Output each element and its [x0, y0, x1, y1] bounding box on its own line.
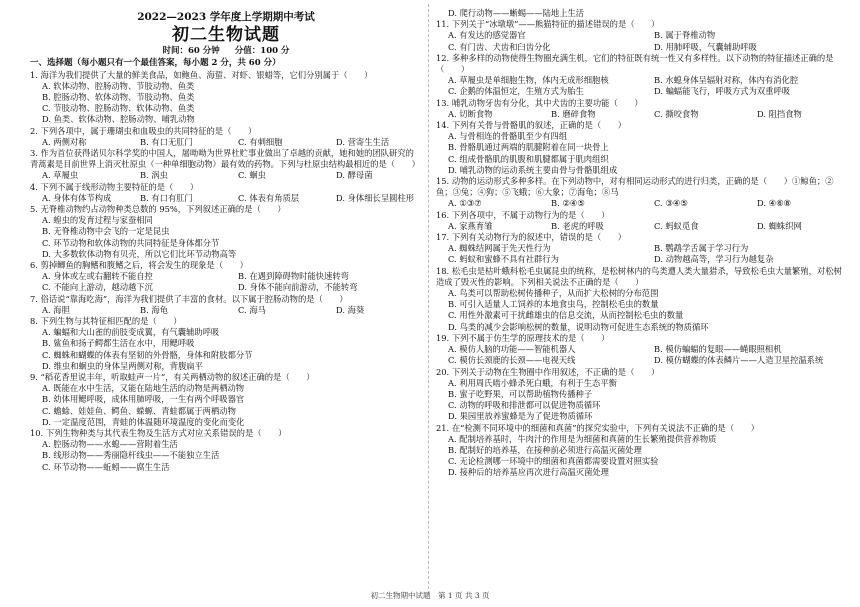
option-group: [436, 8, 848, 19]
question: [30, 204, 422, 260]
answer-option: C. 环节动物和软体动物的共同特征是身体都分节: [42, 237, 220, 248]
answer-option: B. 无脊椎动物中会飞的一定是昆虫: [42, 226, 170, 237]
score-label: 分值：100 分: [234, 46, 290, 56]
question-stem: 14. 下列有关骨与骨骼肌的叙述，正确的是（ ）: [436, 120, 627, 131]
right-column: [436, 8, 848, 479]
question: [30, 372, 422, 428]
answer-option: D. 身体细长呈圆柱形: [336, 192, 415, 203]
answer-option: D. 维虫和蛔虫的身体呈两侧对称，背腹扁平: [42, 360, 203, 371]
question: [30, 148, 422, 182]
question: [30, 126, 422, 148]
time-label: 时间：60 分钟: [162, 46, 220, 56]
section-title: 一、选择题（每小题只有一个最佳答案，每小题 2 分，共 60 分）: [30, 58, 281, 68]
option-group: [30, 271, 422, 293]
answer-option: A. 模仿人脑的功能——智能机器人: [448, 344, 576, 355]
answer-option: C. 不能向上游动，越动越下沉: [42, 282, 153, 293]
answer-option: B. 可引入适量人工饲养的本地食虫鸟，控制松毛虫的数量: [448, 299, 659, 310]
question-stem: 10. 下列生物种类与其代表生物及生活方式对应关系错误的是（ ）: [30, 428, 287, 438]
subject-title: 初二生物试题: [172, 25, 280, 45]
answer-option: B. 有口有肛门: [140, 192, 193, 203]
answer-option: A. 身体或左或右翻转不能自控: [42, 271, 153, 282]
question: [436, 176, 848, 210]
answer-option: B. 磨碎食物: [551, 108, 596, 119]
question-stem: 20. 下列关于动物在生物圈中作用叙述，不正确的是（ ）: [436, 366, 660, 377]
answer-option: B. 涡虫: [140, 170, 168, 181]
question-stem: 4. 下列不属于线形动物主要特征的是（ ）: [30, 181, 199, 192]
answer-option: C. 蚂蚁觅食: [654, 220, 699, 231]
left-question-list: [30, 70, 422, 473]
question: [30, 70, 422, 126]
answer-option: A. 腔肠动物——水螅——营附着生活: [42, 439, 178, 450]
option-group: [436, 288, 848, 333]
question: [436, 266, 848, 333]
answer-option: D. 哺乳动物的运动系统主要由骨与骨骼肌组成: [448, 164, 618, 175]
answer-option: B. 线形动物——秀丽隐杆线虫——不能独立生活: [42, 450, 220, 461]
question: [30, 294, 422, 316]
answer-option: A. 家燕育雏: [448, 220, 493, 231]
question: [30, 316, 422, 372]
question-stem: 17. 下列有关动物行为的叙述中，错误的是（ ）: [436, 232, 627, 243]
question: [436, 19, 848, 53]
answer-option: B. 有口无肛门: [140, 136, 193, 147]
answer-option: B. 鲨鱼和扬子鳄都生活在水中，用鳃呼吸: [42, 338, 195, 349]
answer-option: A. 配制培养基时，牛肉汁的作用是为细菌和真菌的生长繁殖提供营养物质: [448, 433, 717, 444]
question-stem: 8. 下列生物与其特征相匹配的是（ ）: [30, 315, 182, 326]
answer-option: A. 与骨相连的骨骼肌至少有四组: [448, 131, 568, 142]
question: [436, 232, 848, 266]
answer-option: D. 海葵: [336, 304, 365, 315]
answer-option: C. 有门齿、犬齿和臼齿分化: [448, 41, 551, 52]
answer-option: C. 动物的呼吸和排泄都可以促进物质循环: [448, 400, 601, 411]
answer-option: D. 蝙蝠能飞行，呼吸方式为双重呼吸: [654, 86, 791, 97]
answer-option: A. 蜘蛛结网属于先天性行为: [448, 243, 551, 254]
exam-meta: [30, 45, 422, 57]
option-group: [30, 305, 422, 316]
left-column: [30, 10, 422, 473]
option-group: [436, 243, 848, 265]
answer-option: C. 节肢动物、腔肠动物、软体动物、鱼类: [42, 103, 195, 114]
answer-option: A. 草履虫是单细胞生物，体内无成形细胞核: [448, 75, 609, 86]
answer-option: C. 蟾蜍、娃娃鱼、鳄鱼、蝾螈、青蛙都属于两栖动物: [42, 405, 236, 416]
question: [30, 182, 422, 204]
exam-title: 2022—2023 学年度上学期期中考试: [137, 11, 315, 23]
answer-option: C. 蚂蚁和蜜蜂不具有社群行为: [448, 254, 559, 265]
answer-option: D. 动物越高等，学习行为越复杂: [654, 254, 774, 265]
question-stem: 9. “稻花香里说丰年，听取蛙声一片”，有关两栖动物的叙述正确的是（ ）: [30, 371, 315, 382]
question-stem: 7. 俗话说“靠海吃海”，海洋为我们提供了丰富的食材。以下属于腔肠动物的是（ ）: [30, 293, 348, 304]
answer-option: B. 模仿蝙蝠的复眼——蝇眼照相机: [654, 344, 782, 355]
answer-option: C. 组成骨骼肌的肌腹和肌腱都属于肌肉组织: [448, 153, 609, 164]
answer-option: A. 软体动物、腔肠动物、节肢动物、鱼类: [42, 80, 195, 91]
question-stem: 18. 松毛虫是枯叶蛾科松毛虫属昆虫的统称，是松树林内的鸟类遭人类大量猎杀，导致松毛虫大量繁殖，对松树造成了毁灭性的影响。下列相关说法不正确的是（ ）: [436, 265, 842, 287]
page-footer: 初二生物期中试题 第 1 页 共 3 页: [370, 591, 490, 600]
question-stem: 2. 下列各项中，属于珊瑚虫和血吸虫的共同特征的是（ ）: [30, 125, 257, 136]
question: [436, 8, 848, 19]
answer-option: B. 配制好的培养基，在接种前必须进行高温灭菌处理: [448, 444, 642, 455]
question-stem: 6. 剪掉鲫鱼的胸鳍和腹鳍之后，将会发生的现象是（ ）: [30, 259, 248, 270]
answer-option: C. 企鹅的体温恒定，生殖方式为胎生: [448, 86, 584, 97]
option-group: [30, 193, 422, 204]
option-group: [30, 215, 422, 260]
option-group: [436, 344, 848, 366]
answer-option: D. 蜘蛛织网: [757, 220, 802, 231]
answer-option: B. 在遇到障碍物时能快速转弯: [238, 271, 349, 282]
answer-option: B. ②④⑤: [551, 198, 585, 209]
answer-option: D. 阻挡食物: [757, 108, 802, 119]
question-stem: 13. 哺乳动物牙齿有分化，其中犬齿的主要功能（ ）: [436, 97, 643, 108]
question: [30, 260, 422, 294]
option-group: [30, 81, 422, 126]
answer-option: A. 有发达的感觉器官: [448, 30, 526, 41]
question-stem: 15. 动物的运动形式多种多样。在下列动物中，对有相同运动形式的进行归类，正确的是（ ）①鲸鱼；②鱼；③兔；④狗；⑤飞蛾；⑥大象；⑦海龟；⑧马: [436, 176, 834, 198]
question: [436, 367, 848, 423]
answer-option: B. 海龟: [140, 304, 168, 315]
right-question-list: [436, 8, 848, 479]
answer-option: C. 海马: [238, 304, 266, 315]
answer-option: A. 鸟类可以帮助松树传播种子，从而扩大松树的分布范围: [448, 288, 659, 299]
answer-option: B. 老虎的呼吸: [551, 220, 604, 231]
answer-option: A. 蝗虫的发育过程与家蚕相同: [42, 215, 153, 226]
answer-option: D. 模仿蝴蝶的体表鳞片——人造卫星控温系统: [654, 355, 824, 366]
question-stem: 19. 下列不属于仿生学的原理技术的是（ ）: [436, 332, 610, 343]
answer-option: A. 两侧对称: [42, 136, 87, 147]
question: [436, 210, 848, 232]
answer-option: A. ①③⑦: [448, 198, 482, 209]
answer-option: C. 蛔虫: [238, 170, 266, 181]
answer-option: B. 属于脊椎动物: [654, 30, 716, 41]
answer-option: B. 鹦鹉学舌属于学习行为: [654, 243, 749, 254]
answer-option: B. 蜜子吃野果，可以帮助植物传播种子: [448, 388, 593, 399]
answer-option: A. 蝙蝠和大山雀的前肢变成翼，有气囊辅助呼吸: [42, 327, 220, 338]
answer-option: C. ③④⑤: [654, 198, 688, 209]
option-group: [436, 131, 848, 176]
answer-option: B. 骨骼肌通过两端的肌腱附着在同一块骨上: [448, 142, 609, 153]
answer-option: C. 有刺细胞: [238, 136, 283, 147]
answer-option: A. 既能在水中生活，又能在陆地生活的动物是两栖动物: [42, 383, 245, 394]
answer-option: A. 切断食物: [448, 108, 493, 119]
question: [436, 423, 848, 479]
answer-option: C. 用性外激素可干扰雌雄虫的信息交流，从而控制松毛虫的数量: [448, 310, 684, 321]
question-stem: 21. 在“检测不同环境中的细菌和真菌”的探究实验中，下列有关说法不正确的是（ ）: [436, 422, 760, 433]
answer-option: D. 果园里放养蜜蜂是为了促进物质循环: [448, 411, 593, 422]
answer-option: D. 鸟类的减少会影响松树的数量，说明动物可促进生态系统的物质循环: [448, 321, 709, 332]
question-stem: 11. 下列关于“冰墩墩”——熊猫特征的描述错误的是（ ）: [436, 19, 660, 30]
answer-option: D. 身体不能向前游动，不能转弯: [238, 282, 358, 293]
answer-option: A. 利用周氏啮小蜂杀死白蛾，有利于生态平衡: [448, 377, 617, 388]
question: [436, 120, 848, 176]
answer-option: A. 身体有体节构成: [42, 192, 112, 203]
option-group: [436, 198, 848, 209]
answer-option: D. 鱼类、软体动物、腔肠动物、哺乳动物: [42, 114, 195, 125]
answer-option: A. 海胆: [42, 304, 70, 315]
option-group: [30, 383, 422, 428]
option-group: [436, 109, 848, 120]
answer-option: C. 无论检测哪一环境中的细菌和真菌都需要设置对照实验: [448, 456, 659, 467]
answer-option: D. 爬行动物——蜥蜴——陆地上生活: [448, 8, 585, 18]
option-group: [436, 221, 848, 232]
question-stem: 1. 海洋为我们提供了大量的鲜美食品，如鲍鱼、海蜇、对虾、银蜡等，它们分别属于（ ）: [30, 69, 373, 80]
option-group: [436, 378, 848, 423]
answer-option: D. ④⑥⑧: [757, 198, 791, 209]
option-group: [30, 137, 422, 148]
question: [30, 428, 422, 473]
option-group: [436, 75, 848, 97]
answer-option: D. 用肺呼吸，气囊辅助呼吸: [654, 41, 757, 52]
answer-option: B. 腔肠动物、软体动物、节肢动物、鱼类: [42, 91, 195, 102]
option-group: [30, 327, 422, 372]
answer-option: D. 大多数软体动物有贝壳，所以它们比环节动物高等: [42, 248, 237, 259]
option-group: [30, 439, 422, 473]
answer-option: C. 环节动物——蚯蚓——腐生生活: [42, 461, 170, 472]
column-divider: [428, 4, 429, 594]
option-group: [436, 30, 848, 52]
answer-option: C. 模仿长颈鹿的长颈——电视天线: [448, 355, 576, 366]
answer-option: D. 酵母菌: [336, 170, 373, 181]
answer-option: D. 一定温度范围，青蛙的体温随环境温度的变化而变化: [42, 416, 245, 427]
answer-option: B. 水螅身体呈辐射对称，体内有消化腔: [654, 75, 799, 86]
question-stem: 5. 无脊椎动物约占动物种类总数的 95%，下列叙述正确的是（ ）: [30, 203, 286, 214]
answer-option: D. 接种后的培养基应再次进行高温灭菌处理: [448, 467, 609, 478]
question-stem: 16. 下列各项中，不属于动物行为的是（ ）: [436, 209, 610, 220]
question: [436, 98, 848, 120]
answer-option: B. 幼体用鳃呼吸，成体用肺呼吸，一生有两个呼吸器官: [42, 394, 245, 405]
option-group: [30, 170, 422, 181]
question: [436, 53, 848, 98]
question: [436, 333, 848, 367]
question-stem: 12. 多种多样的动物使得生物圈充满生机，它们的特征既有统一性又有多样性。以下动物的特征描述正确的是（ ）: [436, 52, 834, 75]
answer-option: A. 草履虫: [42, 170, 79, 181]
answer-option: C. 撕咬食物: [654, 108, 699, 119]
answer-option: D. 营寄生生活: [336, 136, 390, 147]
option-group: [436, 434, 848, 479]
answer-option: C. 蜘蛛和蝴蝶的体表有坚韧的外骨骼，身体和附肢都分节: [42, 349, 253, 360]
answer-option: C. 体表有角质层: [238, 192, 300, 203]
question-stem: 3. 作为首位获得诺贝尔科学奖的中国人，屠呦呦为世界杜贮事业做出了卓越的贡献，她和她的团队研究的青蒿素是目前世界上消灭杜原虫（一种单细胞动物）最有效的药物。下列与杜原虫结构最相近的是（ ）: [30, 147, 420, 170]
